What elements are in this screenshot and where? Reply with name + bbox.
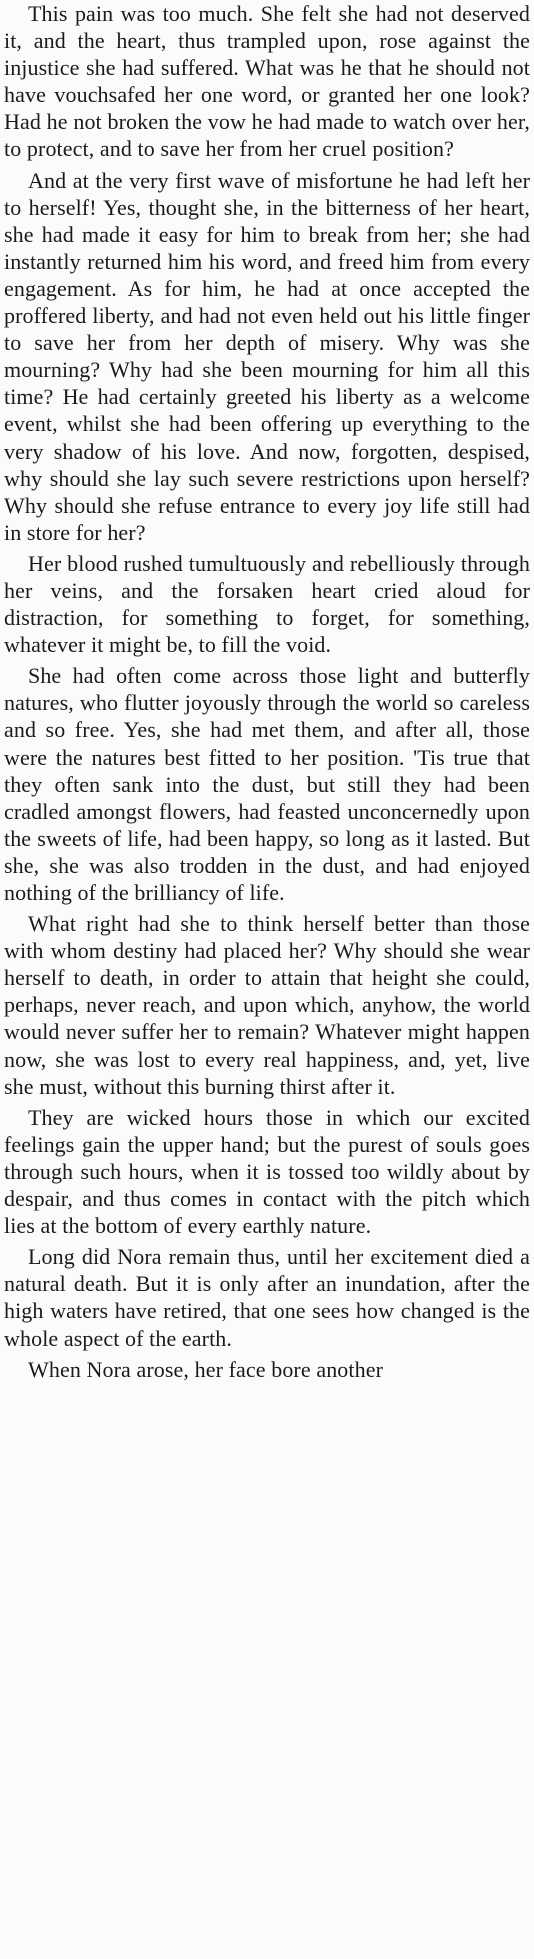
paragraph: When Nora arose, her face bore another xyxy=(28,1356,383,1382)
paragraph: They are wicked hours those in which our excited feelings gain the upper hand; but the purest of souls goes through such hours, when it is tossed too wildly about by despair, and thus comes in contact with the pitch which lies at the bottom of every earthly nature. xyxy=(4,1104,530,1239)
paragraph: This pain was too much. She felt she had not deserved it, and the heart, thus trampled upon, rose against the injustice she had suffered. What was he that he should not have vouchsafed her one word, or granted her one look? Had he not broken the vow he had made to watch over her, to protect, and to save her from her cruel position? xyxy=(4,1,530,162)
text-column xyxy=(4,0,530,1383)
paragraph: And at the very first wave of misfortune he had left her to herself! Yes, thought she, in the bitterness of her heart, she had made it easy for him to break from her; she had instantly returned him his word, and freed him from every engagement. As for him, he had at once accepted the proffered liberty, and had not even held out his little finger to save her from her depth of misery. Why was she mourning? Why had she been mourning for him all this time? He had certainly greeted his liberty as a welcome event, whilst she had been offering up everything to the very shadow of his love. And now, forgotten, despised, why should she lay such severe restrictions upon herself? Why should she refuse entrance to every joy life still had in store for her? xyxy=(4,167,530,545)
paragraph: Her blood rushed tumultuously and rebelliously through her veins, and the forsaken heart cried aloud for distraction, for something to forget, for something, whatever it might be, to fill the void. xyxy=(4,550,530,658)
paragraph: She had often come across those light and butterfly natures, who flutter joyously through the world so careless and so free. Yes, she had met them, and after all, those were the natures best fitted to her position. 'Tis true that they often sank into the dust, but still they had been cradled amongst flowers, had feasted unconcernedly upon the sweets of life, had been happy, so long as it lasted. But she, she was also trodden in the dust, and had enjoyed nothing of the brilliancy of life. xyxy=(4,663,530,905)
paragraph: What right had she to think herself better than those with whom destiny had placed her? Why should she wear herself to death, in order to attain that height she could, perhaps, never reach, and upon which, anyhow, the world would never suffer her to remain? Whatever might happen now, she was lost to every real happiness, and, yet, live she must, without this burning thirst after it. xyxy=(4,911,530,1099)
paragraph: Long did Nora remain thus, until her excitement died a natural death. But it is only after an inundation, after the high waters have retired, that one sees how changed is the whole aspect of the earth. xyxy=(4,1244,530,1351)
